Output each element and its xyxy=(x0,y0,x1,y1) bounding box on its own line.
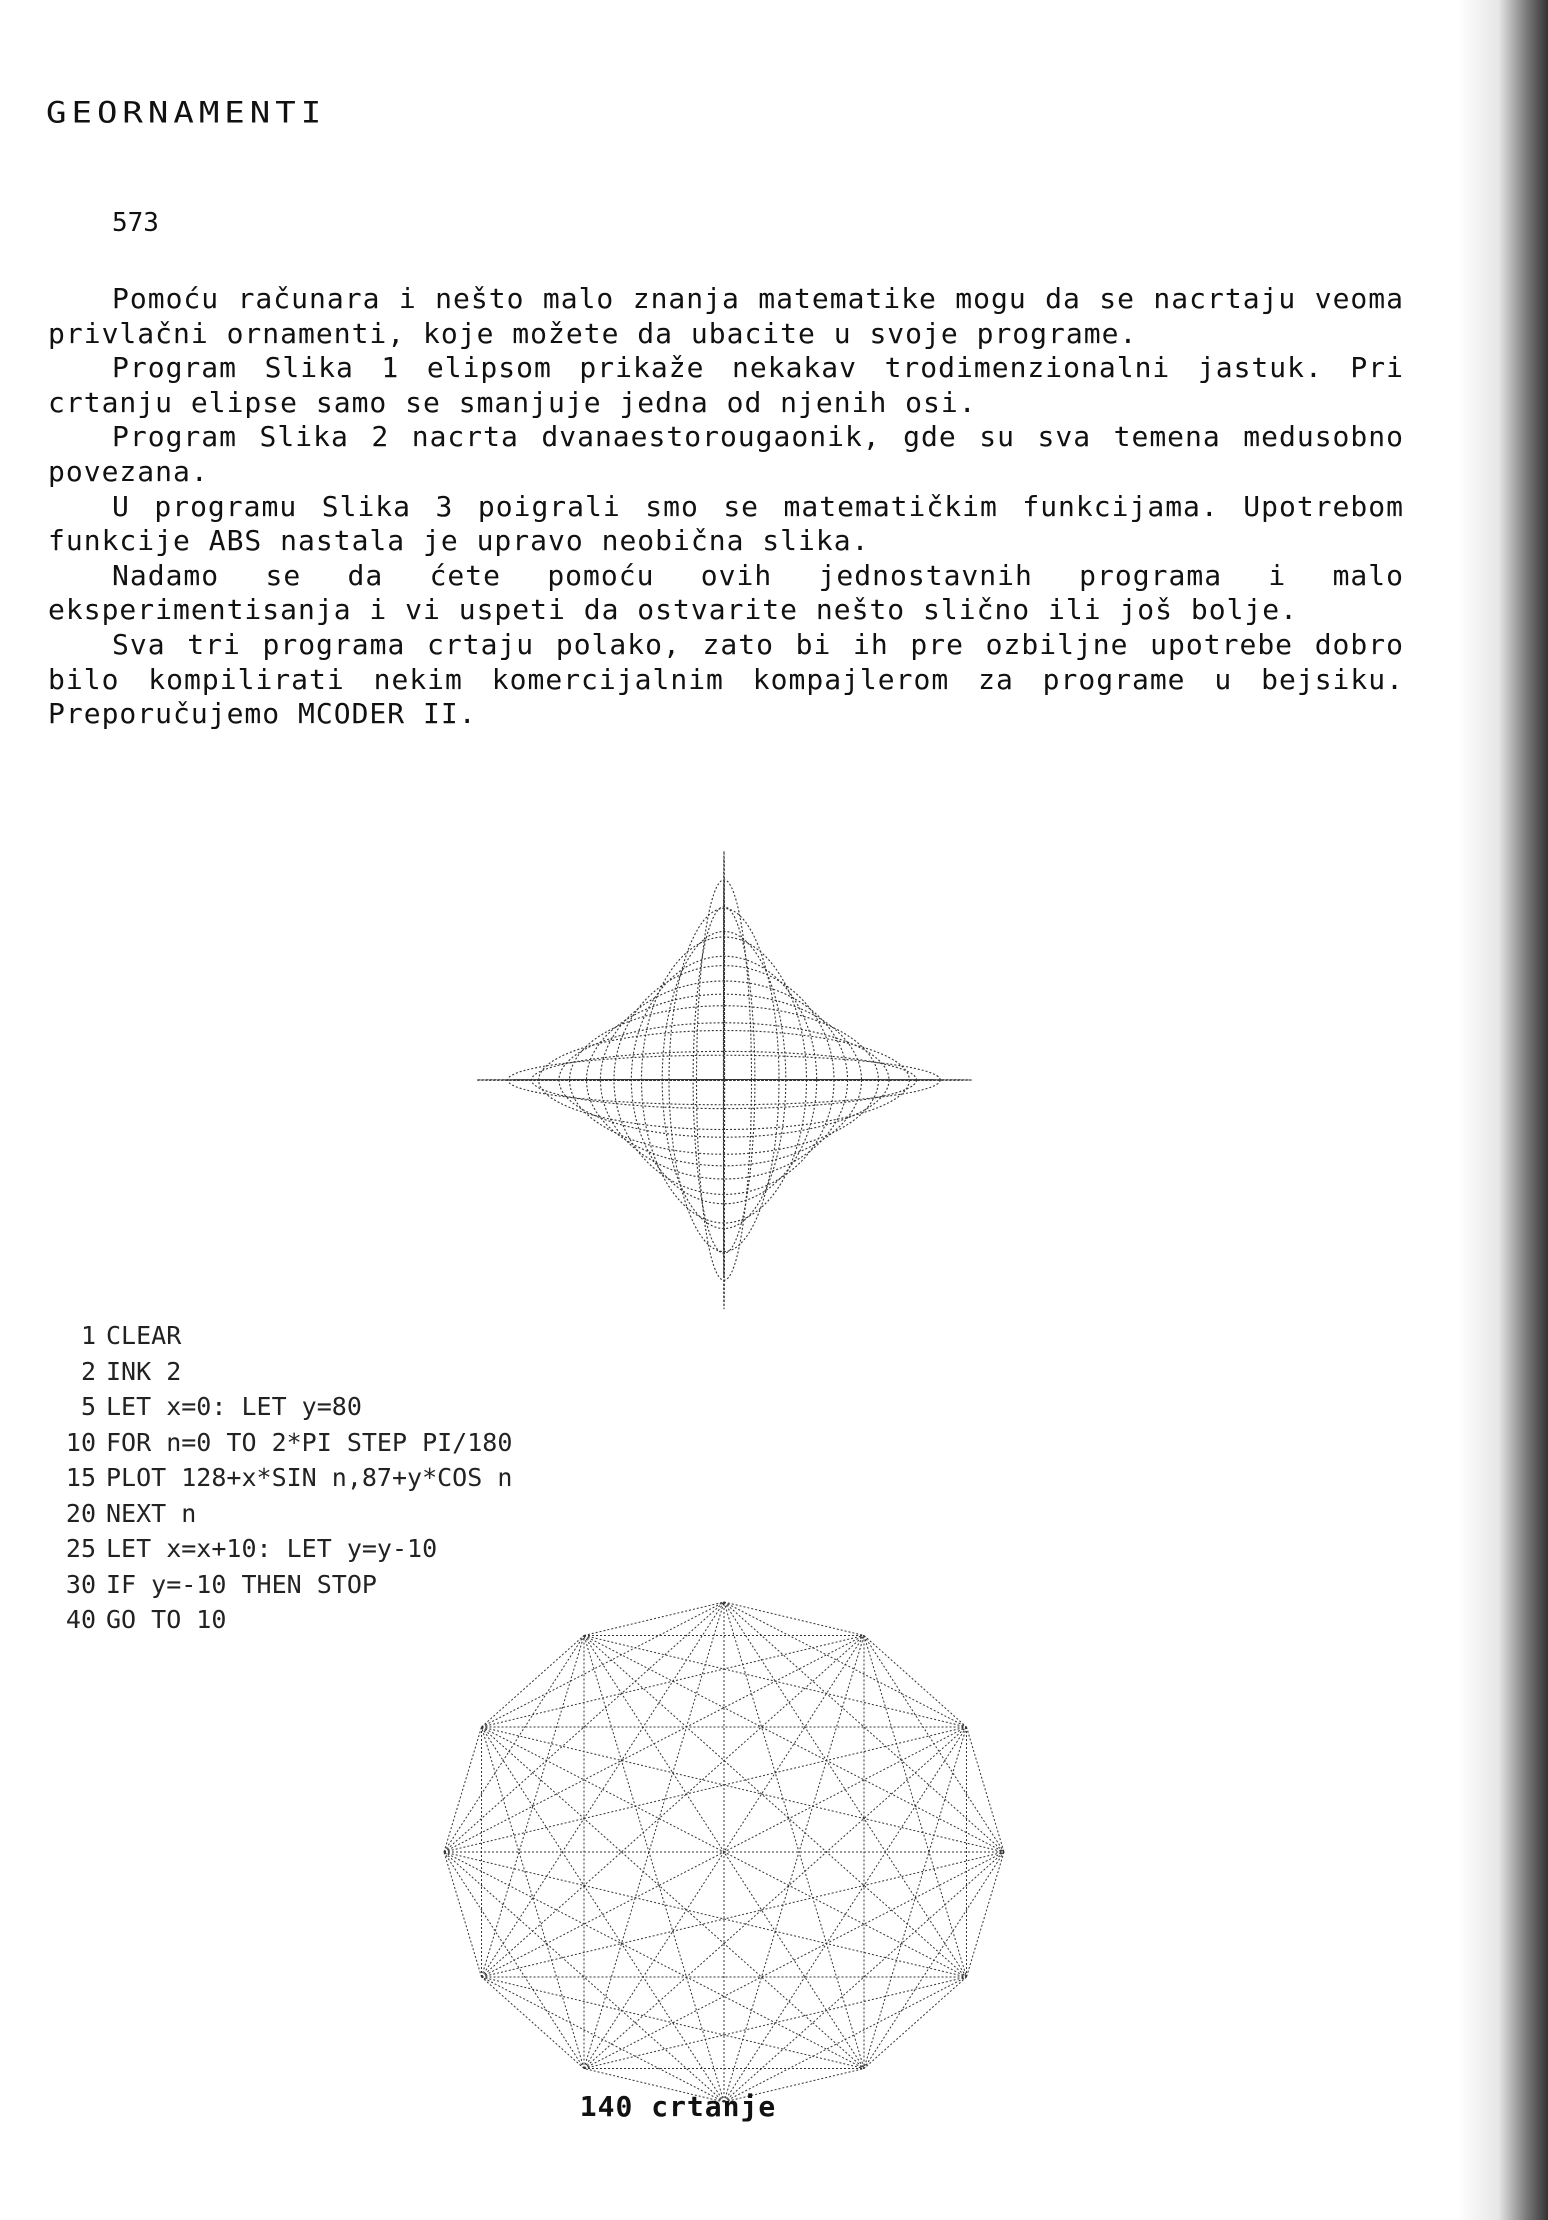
dodecagon-chord xyxy=(482,1635,864,1977)
line-number: 1 xyxy=(80,1321,96,1350)
code-text: PLOT 128+x*SIN n,87+y*COS n xyxy=(106,1463,513,1492)
dodecagon-chord xyxy=(724,1602,864,1635)
code-text: NEXT n xyxy=(106,1498,197,1528)
line-number: 10 xyxy=(65,1427,96,1457)
line-number: 30 xyxy=(65,1569,96,1599)
line-number: 2 xyxy=(80,1356,96,1386)
dodecagon-chord xyxy=(482,1977,864,2069)
dodecagon-chord xyxy=(482,1602,724,1727)
paragraph-slika-3: U programu Slika 3 poigrali smo se matematičkim funkcijama. Upotrebom funkcije ABS nastala je upravo neobična slika. xyxy=(48,489,1404,558)
code-text: LET x=x+10: LET y=y-10 xyxy=(106,1534,438,1563)
dodecagon-chord xyxy=(482,1727,1004,1852)
article-number: 573 xyxy=(112,208,159,238)
dodecagon-chord xyxy=(864,1635,966,1727)
paragraph-slika-2: Program Slika 2 nacrta dvanaestorougaonik, gde su sva temena medusobno povezana. xyxy=(48,420,1404,488)
dodecagon-chord xyxy=(584,1635,966,1727)
dodecagon-chord xyxy=(966,1852,1004,1977)
dodecagon-chord xyxy=(864,1852,1004,2069)
page-footer: 140 crtanje xyxy=(579,2090,777,2123)
line-number: 40 xyxy=(65,1605,96,1634)
code-line xyxy=(54,1425,512,1461)
dodecagon-chord xyxy=(584,1635,1004,1852)
code-line xyxy=(54,1496,512,1532)
paragraph-intro: Pomoću računara i nešto malo znanja matematike mogu da se nacrtaju veoma privlačni ornamenti, koje možete da ubacite u svoje programe. xyxy=(48,282,1404,350)
dodecagon-figure xyxy=(432,1592,1016,2112)
dodecagon-chord xyxy=(482,1977,724,2102)
dodecagon-chord xyxy=(584,1635,966,1977)
scan-edge-shadow xyxy=(1458,0,1548,2220)
dodecagon-chord xyxy=(864,1977,966,2069)
pillow-ellipse-figure xyxy=(436,840,1012,1320)
paragraph-compile: Sva tri programa crtaju polako, zato bi ih pre ozbiljne upotrebe dobro bilo kompilirati nekim komercijalnim kompajlerom za programe u bejsiku. Preporučujemo MCODER II. xyxy=(48,627,1404,731)
code-line xyxy=(54,1531,512,1567)
line-number: 5 xyxy=(80,1392,96,1421)
dodecagon-chord xyxy=(482,1977,584,2069)
line-number: 20 xyxy=(65,1498,96,1528)
dodecagon-chord xyxy=(584,1602,724,1635)
dodecagon-chord xyxy=(482,1852,1004,1977)
dodecagon-chord xyxy=(444,1727,482,1852)
code-text: CLEAR xyxy=(106,1321,182,1350)
code-text: LET x=0: LET y=80 xyxy=(106,1392,362,1421)
dodecagon-chord xyxy=(444,1852,482,1977)
dodecagon-chord xyxy=(584,1602,724,2069)
line-number: 15 xyxy=(65,1463,96,1492)
line-number: 25 xyxy=(65,1534,96,1563)
code-text: IF y=-10 THEN STOP xyxy=(106,1569,377,1599)
paragraph-experiment: Nadamo se da ćete pomoću ovih jednostavnih programa i malo eksperimentisanja i vi uspeti da ostvarite nešto slično ili još bolje. xyxy=(48,558,1404,627)
dodecagon-chord xyxy=(444,1727,966,1852)
code-line xyxy=(54,1460,512,1496)
dodecagon-chord xyxy=(724,1602,966,1727)
dodecagon-chord xyxy=(444,1852,966,1977)
dodecagon-chord xyxy=(482,1635,584,1727)
dodecagon-chord xyxy=(482,1727,864,2069)
dodecagon-chord xyxy=(482,1727,584,2069)
basic-code-listing xyxy=(54,1318,512,1638)
article-body xyxy=(48,282,1404,732)
code-text: GO TO 10 xyxy=(106,1605,227,1634)
paragraph-slika-1: Program Slika 1 elipsom prikaže nekakav trodimenzionalni jastuk. Pri crtanju elipse samo se smanjuje jedna od njenih osi. xyxy=(48,351,1404,419)
code-line xyxy=(54,1318,512,1354)
code-line xyxy=(54,1389,512,1425)
code-line xyxy=(54,1354,512,1390)
dodecagon-chord xyxy=(584,1727,966,2069)
dodecagon-chord xyxy=(584,1852,1004,2069)
dodecagon-chord xyxy=(482,1635,864,1727)
dodecagon-chord xyxy=(584,1635,724,2102)
dodecagon-chord xyxy=(966,1727,1004,1852)
code-text: INK 2 xyxy=(106,1356,182,1386)
code-text: FOR n=0 TO 2*PI STEP PI/180 xyxy=(106,1427,513,1457)
dodecagon-chord xyxy=(444,1852,864,2069)
page-title: GEORNAMENTI xyxy=(46,96,327,130)
dodecagon-chord xyxy=(864,1635,1004,1852)
